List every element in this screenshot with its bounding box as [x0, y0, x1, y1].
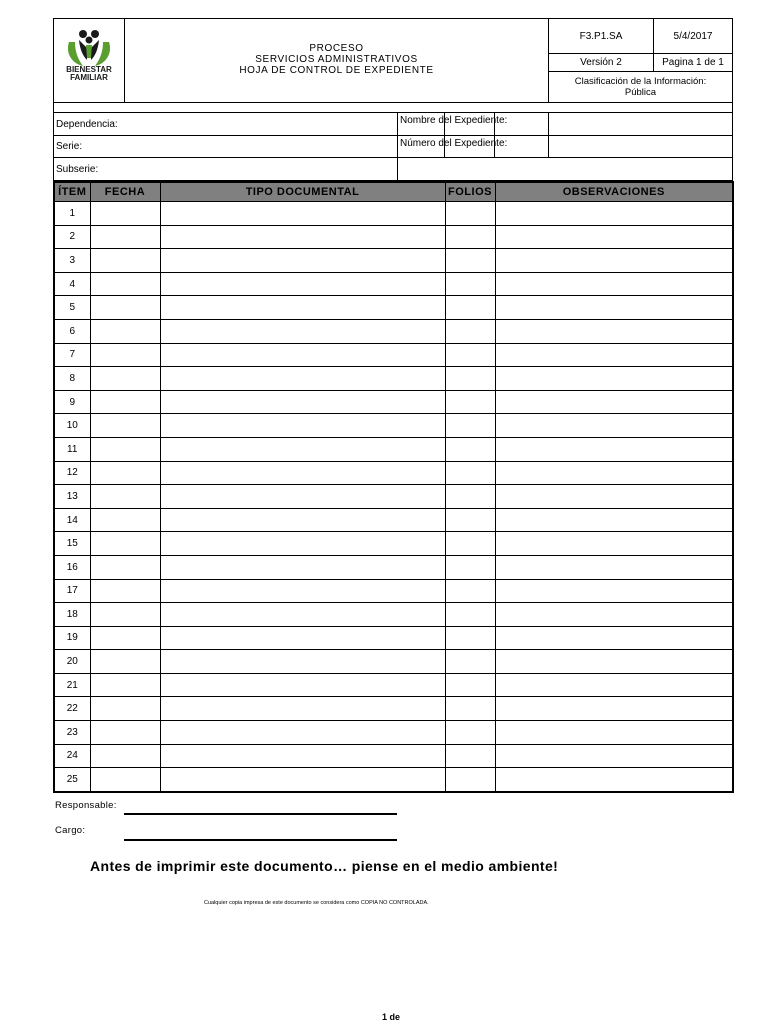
subserie-label: Subserie:	[53, 157, 398, 181]
fecha-cell[interactable]	[90, 319, 160, 343]
table-row	[54, 390, 733, 414]
folios-cell[interactable]	[445, 744, 495, 768]
logo-text: BIENESTAR FAMILIAR	[66, 65, 112, 82]
observaciones-cell[interactable]	[495, 367, 733, 391]
fecha-cell[interactable]	[90, 650, 160, 674]
folios-cell[interactable]	[445, 768, 495, 792]
tipo-documental-cell[interactable]	[160, 485, 445, 509]
tipo-documental-cell[interactable]	[160, 508, 445, 532]
observaciones-cell[interactable]	[495, 437, 733, 461]
cargo-signature-line[interactable]	[124, 839, 397, 841]
fecha-cell[interactable]	[90, 437, 160, 461]
item-number: 12	[54, 461, 90, 485]
document-code: F3.P1.SA	[548, 18, 654, 54]
fecha-cell[interactable]	[90, 579, 160, 603]
item-number: 11	[54, 437, 90, 461]
item-number: 5	[54, 296, 90, 320]
nombre-expediente-value[interactable]	[548, 112, 733, 136]
fecha-cell[interactable]	[90, 673, 160, 697]
folios-cell[interactable]	[445, 697, 495, 721]
observaciones-cell[interactable]	[495, 202, 733, 226]
folios-cell[interactable]	[445, 579, 495, 603]
table-row	[54, 555, 733, 579]
table-row	[54, 579, 733, 603]
classification-label: Clasificación de la Información:	[574, 76, 707, 87]
column-header-observaciones: OBSERVACIONES	[495, 182, 733, 202]
table-row	[54, 485, 733, 509]
tipo-documental-cell[interactable]	[160, 249, 445, 273]
item-number: 21	[54, 673, 90, 697]
fecha-cell[interactable]	[90, 626, 160, 650]
observaciones-cell[interactable]	[495, 508, 733, 532]
fecha-cell[interactable]	[90, 532, 160, 556]
tipo-documental-cell[interactable]	[160, 721, 445, 745]
table-row	[54, 343, 733, 367]
tipo-documental-cell[interactable]	[160, 414, 445, 438]
item-number: 3	[54, 249, 90, 273]
responsable-signature-line[interactable]	[124, 813, 397, 815]
fecha-cell[interactable]	[90, 367, 160, 391]
tipo-documental-cell[interactable]	[160, 343, 445, 367]
numero-expediente-label: Número del Expediente:	[397, 135, 549, 158]
observaciones-cell[interactable]	[495, 721, 733, 745]
observaciones-cell[interactable]	[495, 673, 733, 697]
item-number: 17	[54, 579, 90, 603]
title-line-3: HOJA DE CONTROL DE EXPEDIENTE	[239, 65, 434, 76]
folios-cell[interactable]	[445, 461, 495, 485]
tipo-documental-cell[interactable]	[160, 768, 445, 792]
table-row	[54, 272, 733, 296]
cargo-label: Cargo:	[55, 825, 86, 836]
folios-cell[interactable]	[445, 390, 495, 414]
tipo-documental-cell[interactable]	[160, 579, 445, 603]
fecha-cell[interactable]	[90, 296, 160, 320]
observaciones-cell[interactable]	[495, 626, 733, 650]
fecha-cell[interactable]	[90, 272, 160, 296]
control-table	[53, 181, 734, 793]
item-number: 25	[54, 768, 90, 792]
page-number: 1 de	[382, 1012, 401, 1022]
tipo-documental-cell[interactable]	[160, 532, 445, 556]
observaciones-cell[interactable]	[495, 249, 733, 273]
observaciones-cell[interactable]	[495, 485, 733, 509]
observaciones-cell[interactable]	[495, 697, 733, 721]
numero-expediente-value[interactable]	[548, 135, 733, 158]
item-number: 15	[54, 532, 90, 556]
folios-cell[interactable]	[445, 603, 495, 627]
folios-cell[interactable]	[445, 202, 495, 226]
fecha-cell[interactable]	[90, 555, 160, 579]
responsable-label: Responsable:	[55, 800, 117, 811]
observaciones-cell[interactable]	[495, 414, 733, 438]
column-header-item: ÍTEM	[54, 182, 90, 202]
nombre-expediente-label: Nombre del Expediente:	[397, 112, 549, 136]
observaciones-cell[interactable]	[495, 343, 733, 367]
item-number: 20	[54, 650, 90, 674]
tipo-documental-cell[interactable]	[160, 367, 445, 391]
item-number: 19	[54, 626, 90, 650]
tipo-documental-cell[interactable]	[160, 697, 445, 721]
fecha-cell[interactable]	[90, 744, 160, 768]
table-row	[54, 650, 733, 674]
folios-cell[interactable]	[445, 650, 495, 674]
item-number: 22	[54, 697, 90, 721]
folios-cell[interactable]	[445, 485, 495, 509]
item-number: 13	[54, 485, 90, 509]
fecha-cell[interactable]	[90, 768, 160, 792]
observaciones-cell[interactable]	[495, 296, 733, 320]
observaciones-cell[interactable]	[495, 555, 733, 579]
column-header-folios: FOLIOS	[445, 182, 495, 202]
item-number: 23	[54, 721, 90, 745]
table-row	[54, 744, 733, 768]
fecha-cell[interactable]	[90, 697, 160, 721]
document-title	[125, 18, 548, 103]
tipo-documental-cell[interactable]	[160, 673, 445, 697]
table-row	[54, 414, 733, 438]
item-number: 18	[54, 603, 90, 627]
folios-cell[interactable]	[445, 532, 495, 556]
fecha-cell[interactable]	[90, 603, 160, 627]
tipo-documental-cell[interactable]	[160, 225, 445, 249]
title-line-1: PROCESO	[309, 43, 364, 54]
fecha-cell[interactable]	[90, 508, 160, 532]
item-number: 9	[54, 390, 90, 414]
logo	[53, 18, 125, 103]
observaciones-cell[interactable]	[495, 744, 733, 768]
observaciones-cell[interactable]	[495, 768, 733, 792]
tipo-documental-cell[interactable]	[160, 202, 445, 226]
table-row	[54, 721, 733, 745]
tipo-documental-cell[interactable]	[160, 319, 445, 343]
item-number: 24	[54, 744, 90, 768]
table-row	[54, 508, 733, 532]
fecha-cell[interactable]	[90, 461, 160, 485]
tipo-documental-cell[interactable]	[160, 650, 445, 674]
tipo-documental-cell[interactable]	[160, 461, 445, 485]
folios-cell[interactable]	[445, 437, 495, 461]
table-row	[54, 437, 733, 461]
table-row	[54, 249, 733, 273]
divider	[494, 112, 495, 158]
table-row	[54, 225, 733, 249]
folios-cell[interactable]	[445, 414, 495, 438]
folios-cell[interactable]	[445, 225, 495, 249]
item-number: 8	[54, 367, 90, 391]
item-number: 16	[54, 555, 90, 579]
table-row	[54, 626, 733, 650]
observaciones-cell[interactable]	[495, 272, 733, 296]
observaciones-cell[interactable]	[495, 532, 733, 556]
observaciones-cell[interactable]	[495, 225, 733, 249]
item-number: 1	[54, 202, 90, 226]
classification	[548, 71, 733, 103]
table-row	[54, 532, 733, 556]
table-row	[54, 768, 733, 792]
folios-cell[interactable]	[445, 508, 495, 532]
item-number: 14	[54, 508, 90, 532]
fecha-cell[interactable]	[90, 249, 160, 273]
tipo-documental-cell[interactable]	[160, 603, 445, 627]
observaciones-cell[interactable]	[495, 650, 733, 674]
table-row	[54, 367, 733, 391]
folios-cell[interactable]	[445, 296, 495, 320]
divider	[444, 112, 445, 158]
observaciones-cell[interactable]	[495, 579, 733, 603]
item-number: 7	[54, 343, 90, 367]
copy-note: Cualquier copia impresa de este documento se considera como COPIA NO CONTROLADA.	[204, 900, 429, 906]
tipo-documental-cell[interactable]	[160, 296, 445, 320]
column-header-tipo-documental: TIPO DOCUMENTAL	[160, 182, 445, 202]
tipo-documental-cell[interactable]	[160, 744, 445, 768]
subserie-value[interactable]	[397, 157, 733, 181]
tipo-documental-cell[interactable]	[160, 390, 445, 414]
fecha-cell[interactable]	[90, 414, 160, 438]
fecha-cell[interactable]	[90, 343, 160, 367]
fecha-cell[interactable]	[90, 225, 160, 249]
tipo-documental-cell[interactable]	[160, 626, 445, 650]
table-row	[54, 603, 733, 627]
table-row	[54, 202, 733, 226]
observaciones-cell[interactable]	[495, 390, 733, 414]
fecha-cell[interactable]	[90, 202, 160, 226]
tipo-documental-cell[interactable]	[160, 272, 445, 296]
item-number: 6	[54, 319, 90, 343]
environment-note: Antes de imprimir este documento… piense en el medio ambiente!	[90, 858, 559, 874]
item-number: 10	[54, 414, 90, 438]
folios-cell[interactable]	[445, 555, 495, 579]
tipo-documental-cell[interactable]	[160, 555, 445, 579]
item-number: 2	[54, 225, 90, 249]
serie-label: Serie:	[53, 135, 398, 158]
folios-cell[interactable]	[445, 721, 495, 745]
observaciones-cell[interactable]	[495, 603, 733, 627]
folios-cell[interactable]	[445, 367, 495, 391]
table-header-row	[54, 182, 733, 202]
item-number: 4	[54, 272, 90, 296]
document-version: Versión 2	[548, 53, 654, 72]
table-row	[54, 296, 733, 320]
folios-cell[interactable]	[445, 673, 495, 697]
classification-value: Pública	[624, 87, 657, 98]
folios-cell[interactable]	[445, 319, 495, 343]
table-row	[54, 319, 733, 343]
document-date: 5/4/2017	[653, 18, 733, 54]
fecha-cell[interactable]	[90, 721, 160, 745]
column-header-fecha: FECHA	[90, 182, 160, 202]
fecha-cell[interactable]	[90, 390, 160, 414]
folios-cell[interactable]	[445, 626, 495, 650]
fecha-cell[interactable]	[90, 485, 160, 509]
document-page: Pagina 1 de 1	[653, 53, 733, 72]
table-row	[54, 461, 733, 485]
folios-cell[interactable]	[445, 272, 495, 296]
tipo-documental-cell[interactable]	[160, 437, 445, 461]
table-row	[54, 697, 733, 721]
table-row	[54, 673, 733, 697]
observaciones-cell[interactable]	[495, 461, 733, 485]
folios-cell[interactable]	[445, 343, 495, 367]
observaciones-cell[interactable]	[495, 319, 733, 343]
dependencia-label: Dependencia:	[53, 112, 398, 136]
title-line-2: SERVICIOS ADMINISTRATIVOS	[255, 54, 418, 65]
folios-cell[interactable]	[445, 249, 495, 273]
